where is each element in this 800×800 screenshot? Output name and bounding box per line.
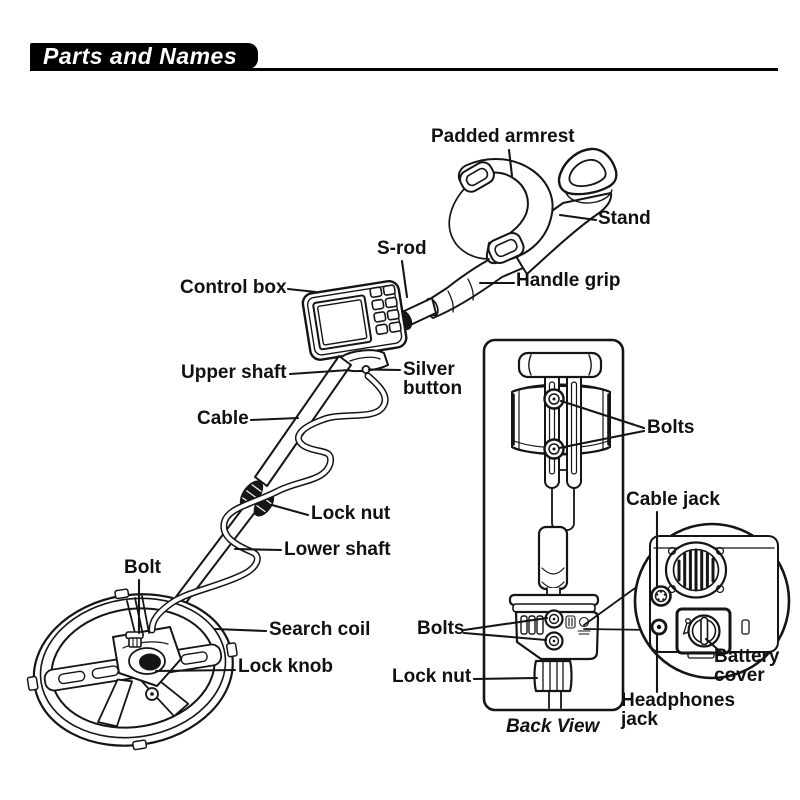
control-box-drawing bbox=[301, 280, 407, 373]
label-padded-armrest: Padded armrest bbox=[431, 126, 575, 147]
label-stand: Stand bbox=[598, 208, 651, 229]
label-lock-nut: Lock nut bbox=[311, 503, 391, 524]
label-headphones-jack: Headphones jack bbox=[621, 690, 736, 730]
label-bolt: Bolt bbox=[124, 557, 161, 578]
page-title: Parts and Names bbox=[43, 42, 238, 69]
label-search-coil: Search coil bbox=[269, 619, 371, 640]
speaker-grille-drawing bbox=[666, 543, 726, 598]
label-s-rod: S-rod bbox=[377, 238, 427, 259]
label-upper-shaft: Upper shaft bbox=[181, 362, 287, 383]
back-lock-nut-drawing bbox=[535, 661, 572, 691]
shaft-drawing bbox=[154, 356, 351, 633]
lock-knob-drawing bbox=[140, 655, 160, 670]
label-silver-button: Silver button bbox=[403, 359, 463, 399]
label-bolts-armrest: Bolts bbox=[647, 417, 695, 438]
label-handle-grip: Handle grip bbox=[516, 270, 621, 291]
label-cable: Cable bbox=[197, 408, 249, 429]
search-coil-drawing bbox=[16, 574, 249, 765]
label-back-lock-nut: Lock nut bbox=[392, 666, 472, 687]
bolt-drawing bbox=[126, 632, 143, 647]
label-control-box: Control box bbox=[180, 277, 287, 298]
label-lower-shaft: Lower shaft bbox=[284, 539, 391, 560]
back-view-caption: Back View bbox=[506, 716, 600, 737]
cable-jack-drawing bbox=[652, 587, 671, 606]
label-cable-jack: Cable jack bbox=[626, 489, 720, 510]
label-battery-cover: Battery cover bbox=[714, 646, 780, 686]
label-bolts-control-box: Bolts bbox=[417, 618, 465, 639]
label-lock-knob: Lock knob bbox=[238, 656, 334, 677]
back-view-inset bbox=[484, 340, 623, 710]
headphones-jack-drawing bbox=[652, 620, 666, 634]
